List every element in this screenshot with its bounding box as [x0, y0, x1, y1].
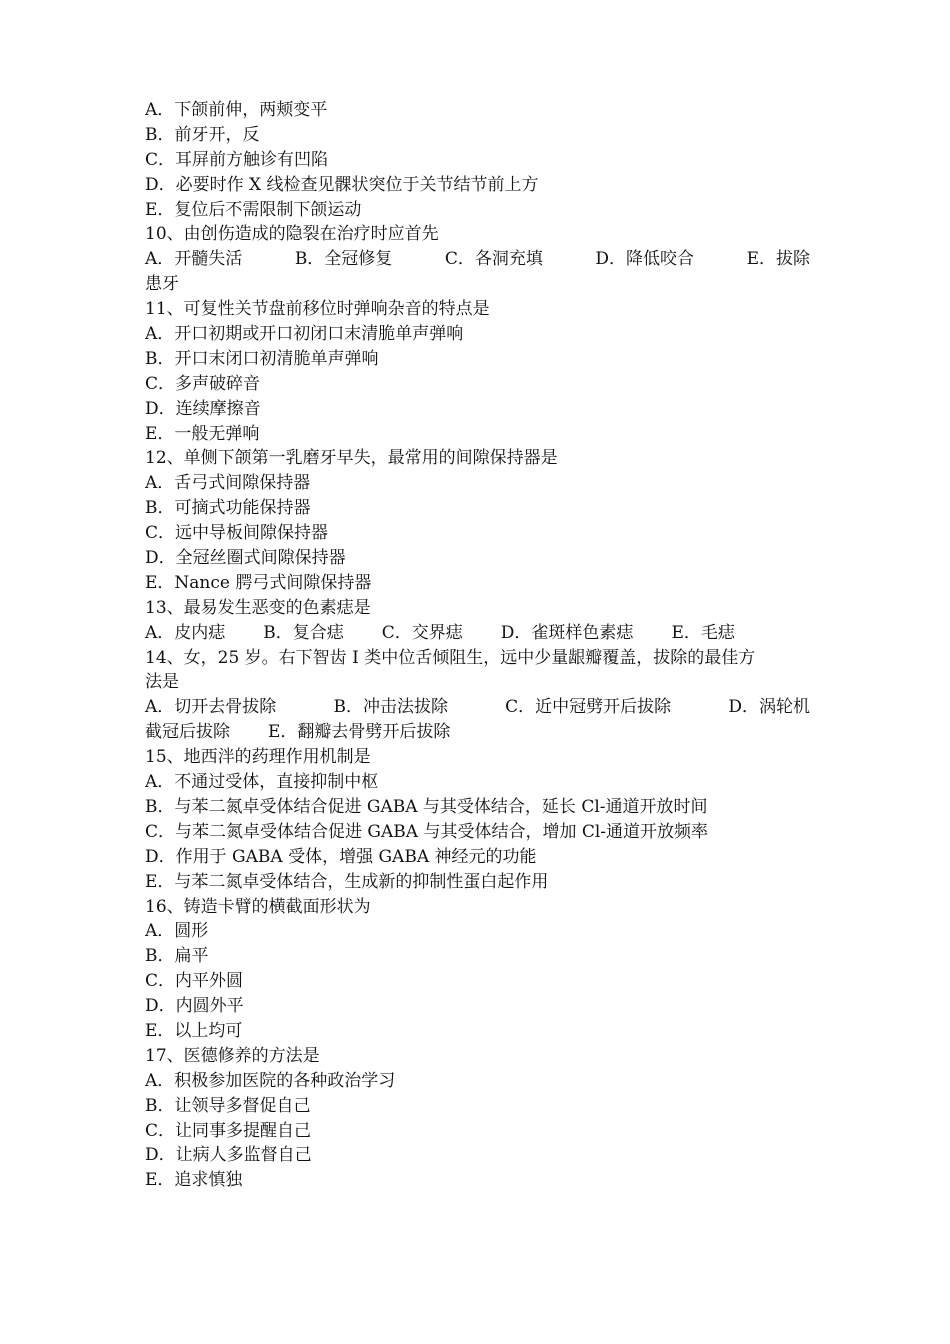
question-10: 10、由创伤造成的隐裂在治疗时应首先 — [145, 224, 439, 245]
document-body — [145, 98, 810, 1193]
option-a: A．开髓失活 — [145, 249, 243, 270]
option-b: B．与苯二氮卓受体结合促进 GABA 与其受体结合，延长 Cl-通道开放时间 — [145, 796, 708, 817]
option-e: E．翻瓣去骨劈开后拔除 — [268, 722, 451, 743]
option-c: C．各洞充填 — [444, 249, 543, 270]
option-line: C．耳屏前方触诊有凹陷 — [145, 149, 329, 170]
question-14: 14、女，25 岁。右下智齿 I 类中位舌倾阻生，远中少量龈瓣覆盖，拔除的最佳方 — [145, 647, 756, 668]
option-a: A．不通过受体，直接抑制中枢 — [145, 772, 379, 793]
question-13: 13、最易发生恶变的色素痣是 — [145, 597, 371, 618]
option-d: D．涡轮机 — [728, 697, 810, 718]
option-b: B．冲击法拔除 — [333, 697, 448, 718]
option-line: E．复位后不需限制下颌运动 — [145, 199, 362, 220]
question-14-continuation: 法是 — [145, 672, 179, 693]
option-c: C．内平外圆 — [145, 971, 244, 992]
option-e: E．Nance 腭弓式间隙保持器 — [145, 572, 372, 593]
question-13-options — [145, 621, 810, 646]
option-d: D．降低咬合 — [595, 249, 695, 270]
option-c: C．近中冠劈开后拔除 — [505, 697, 672, 718]
option-e: E．以上均可 — [145, 1020, 243, 1041]
option-a: A．舌弓式间隙保持器 — [145, 473, 311, 494]
option-c: C．与苯二氮卓受体结合促进 GABA 与其受体结合，增加 Cl-通道开放频率 — [145, 821, 709, 842]
option-d: D．雀斑样色素痣 — [500, 622, 634, 643]
option-b: B．可摘式功能保持器 — [145, 498, 311, 519]
question-12: 12、单侧下颌第一乳磨牙早失，最常用的间隙保持器是 — [145, 448, 558, 469]
option-d: D．让病人多监督自己 — [145, 1145, 312, 1166]
option-a: A．圆形 — [145, 921, 209, 942]
option-d-continuation: 截冠后拔除 — [145, 722, 230, 743]
option-line: D．必要时作 X 线检查见髁状突位于关节结节前上方 — [145, 174, 539, 195]
option-c: C．多声破碎音 — [145, 373, 261, 394]
question-16: 16、铸造卡臂的横截面形状为 — [145, 896, 371, 917]
option-e: E．一般无弹响 — [145, 423, 260, 444]
option-e: E．拔除 — [746, 249, 810, 270]
question-14-options — [145, 695, 810, 720]
option-e: E．与苯二氮卓受体结合，生成新的抑制性蛋白起作用 — [145, 871, 549, 892]
option-a: A．皮内痣 — [145, 622, 226, 643]
question-15: 15、地西泮的药理作用机制是 — [145, 747, 371, 768]
option-line: B．前牙开，反 — [145, 124, 260, 145]
option-line: A．下颌前伸，两颊变平 — [145, 100, 328, 120]
question-11: 11、可复性关节盘前移位时弹响杂音的特点是 — [145, 299, 490, 320]
option-d: D．作用于 GABA 受体，增强 GABA 神经元的功能 — [145, 846, 537, 867]
question-10-options — [145, 247, 810, 272]
option-b: B．让领导多督促自己 — [145, 1095, 311, 1116]
option-a: A．开口初期或开口初闭口末清脆单声弹响 — [145, 324, 464, 345]
option-d: D．内圆外平 — [145, 996, 244, 1017]
option-b: B．全冠修复 — [294, 249, 393, 270]
option-c: C．远中导板间隙保持器 — [145, 523, 329, 544]
option-continuation: 患牙 — [145, 274, 179, 295]
option-a: A．积极参加医院的各种政治学习 — [145, 1070, 396, 1091]
option-b: B．开口末闭口初清脆单声弹响 — [145, 348, 379, 369]
option-d: D．连续摩擦音 — [145, 398, 261, 419]
option-b: B．扁平 — [145, 946, 209, 967]
option-b: B．复合痣 — [263, 622, 344, 643]
option-e: E．追求慎独 — [145, 1170, 243, 1191]
option-c: C．交界痣 — [381, 622, 463, 643]
option-c: C．让同事多提醒自己 — [145, 1120, 312, 1141]
question-17: 17、医德修养的方法是 — [145, 1045, 320, 1066]
option-e: E．毛痣 — [671, 622, 735, 643]
option-a: A．切开去骨拔除 — [145, 697, 277, 718]
question-14-options-continued — [145, 720, 810, 745]
option-d: D．全冠丝圈式间隙保持器 — [145, 548, 346, 569]
